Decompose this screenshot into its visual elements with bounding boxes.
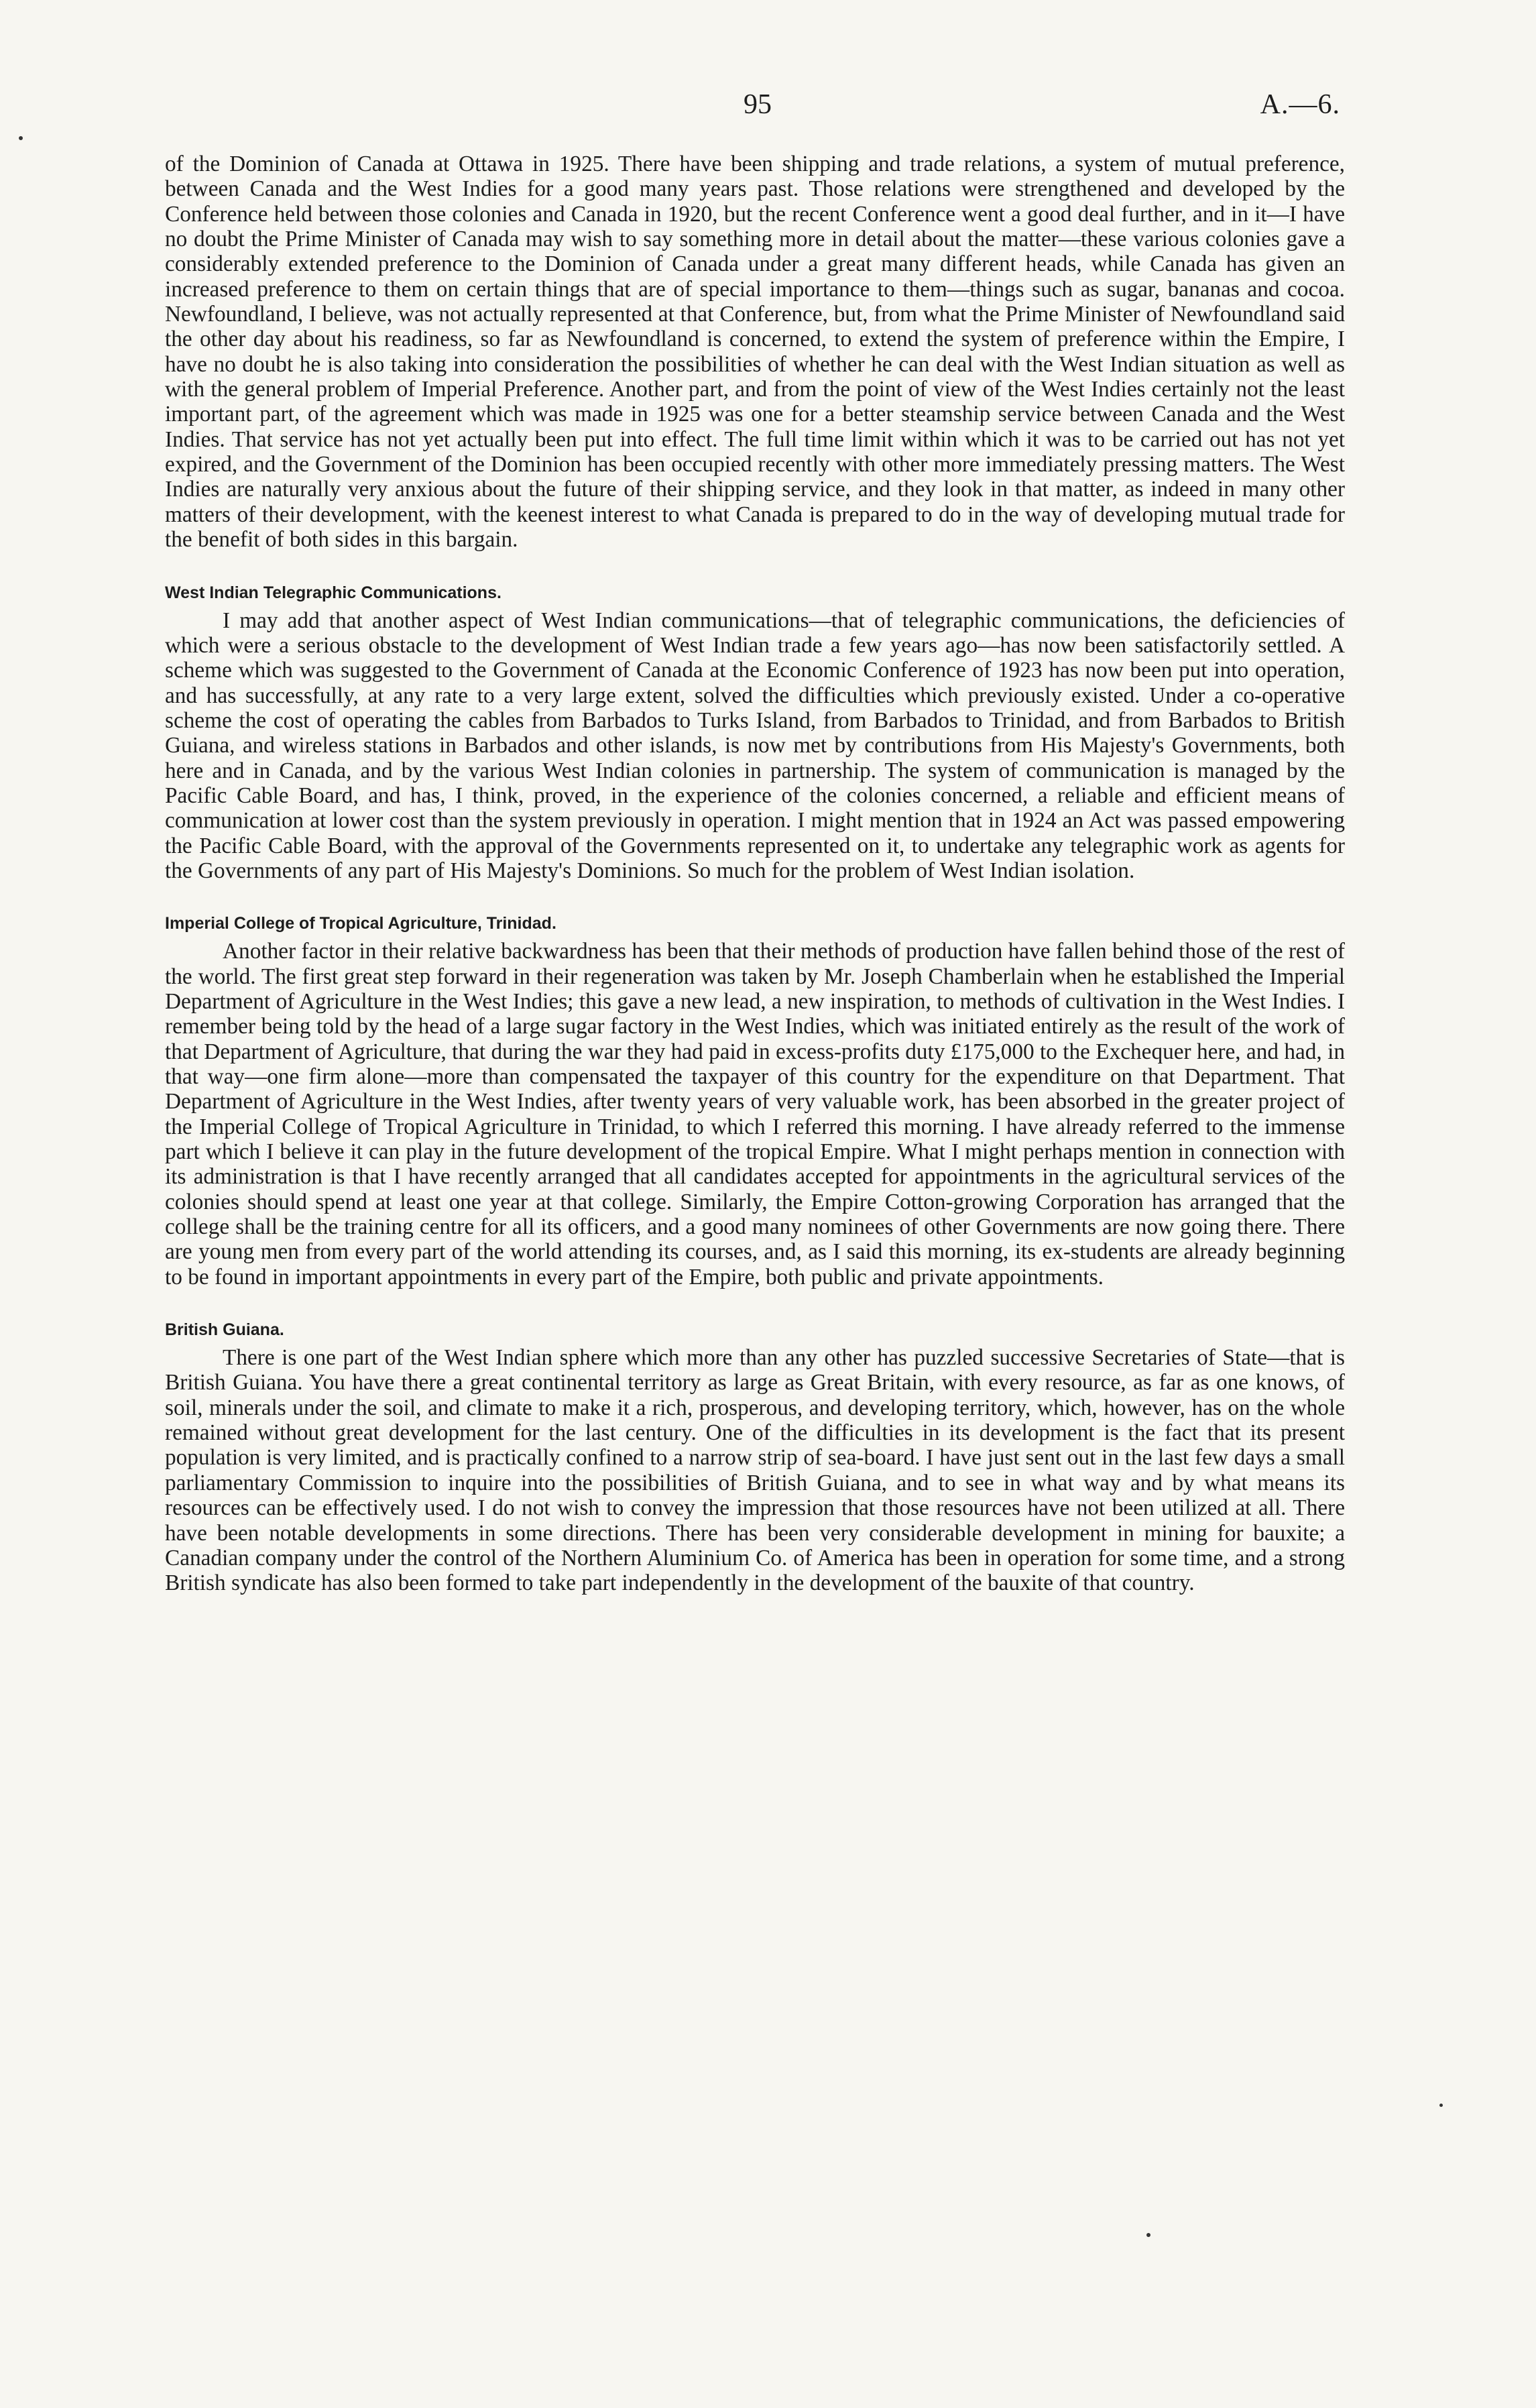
section-heading: West Indian Telegraphic Communications. [165, 583, 501, 602]
section-imperial-college [165, 913, 1345, 1289]
scan-speck [1439, 2104, 1443, 2107]
scan-speck [19, 136, 23, 140]
section-shipping-and-trade [165, 152, 1345, 553]
paragraph: Another factor in their relative backwardness has been that their methods of production have fallen behind those of the rest of the world. The first great step forward in their regeneration was taken by Mr. Joseph Chamberlain when he established the Imperial Department of Agriculture in the West Indies; this gave a new lead, a new inspiration, to methods of cultivation in the West Indies. I remember being told by the head of a large sugar factory in the West Indies, which was initiated entirely as the result of the work of that Department of Agriculture, that during the war they had paid in excess-profits duty £175,000 to the Exchequer here, and had, in that way—one firm alone—more than compensated the taxpayer of this country for the expenditure on that Department. That Department of Agriculture in the West Indies, after twenty years of very valuable work, has been absorbed in the greater project of the Imperial College of Tropical Agriculture in Trinidad, to which I referred this morning. I have already referred to the immense part which I believe it can play in the future development of the tropical Empire. What I might perhaps mention in connection with its administration is that I have recently arranged that all candidates accepted for appointments in the agricultural services of the colonies should spend at least one year at that college. Similarly, the Empire Cotton-growing Corporation has arranged that the college shall be the training centre for all its officers, and a good many nominees of other Governments are now going there. There are young men from every part of the world attending its courses, and, as I said this morning, its ex-students are already beginning to be found in important appointments in every part of the Empire, both public and private appointments. [165, 939, 1345, 1289]
paragraph: There is one part of the West Indian sphere which more than any other has puzzled successive Secretaries of State—that is British Guiana. You have there a great continental territory as large as Great Britain, with every resource, as far as one knows, of soil, minerals under the soil, and climate to make it a rich, prosperous, and developing territory, which, however, has on the whole remained without great development for the last century. One of the difficulties in its development is the fact that its present population is very limited, and is practically confined to a narrow strip of sea-board. I have just sent out in the last few days a small parliamentary Commission to inquire into the possibilities of British Guiana, and to see in what way and by what means its resources can be effectively used. I do not wish to convey the impression that those resources have not been utilized at all. There have been notable developments in some directions. There has been very considerable development in mining for bauxite; a Canadian company under the control of the Northern Aluminium Co. of America has been in operation for some time, and a strong British syndicate has also been formed to take part independently in the development of the bauxite of that country. [165, 1345, 1345, 1596]
section-british-guiana [165, 1319, 1345, 1595]
section-heading: British Guiana. [165, 1320, 284, 1340]
page-number: 95 [744, 89, 772, 120]
document-reference: A.—6. [1260, 89, 1340, 120]
document-body [165, 152, 1345, 2264]
section-heading: Imperial College of Tropical Agriculture, Trinidad. [165, 914, 556, 933]
section-telegraphic-communications [165, 582, 1345, 884]
paragraph: I may add that another aspect of West Indian communications—that of telegraphic communications, the deficiencies of which were a serious obstacle to the development of West Indian trade a few years ago—has now been satisfactorily settled. A scheme which was suggested to the Government of Canada at the Economic Conference of 1923 has now been put into operation, and has successfully, at any rate to a very large extent, solved the difficulties which previously existed. Under a co-operative scheme the cost of operating the cables from Barbados to Turks Island, from Barbados to Trinidad, and from Barbados to British Guiana, and wireless stations in Barbados and other islands, is now met by contributions from His Majesty's Governments, both here and in Canada, and by the various West Indian colonies in partnership. The system of communication is managed by the Pacific Cable Board, and has, I think, proved, in the experience of the colonies concerned, a reliable and efficient means of communication at lower cost than the system previously in operation. I might mention that in 1924 an Act was passed empowering the Pacific Cable Board, with the approval of the Governments represented on it, to undertake any telegraphic work as agents for the Governments of any part of His Majesty's Dominions. So much for the problem of West Indian isolation. [165, 608, 1345, 883]
paragraph: of the Dominion of Canada at Ottawa in 1925. There have been shipping and trade relations, a system of mutual preference, between Canada and the West Indies for a good many years past. Those relations were strengthened and developed by the Conference held between those colonies and Canada in 1920, but the recent Conference went a good deal further, and in it—I have no doubt the Prime Minister of Canada may wish to say something more in detail about the matter—these various colonies gave a considerably extended preference to the Dominion of Canada under a great many different heads, while Canada has given an increased preference to them on certain things that are of special importance to them—things such as sugar, bananas and cocoa. Newfoundland, I believe, was not actually represented at that Conference, but, from what the Prime Minister of Newfoundland said the other day about his readiness, so far as Newfoundland is concerned, to extend the system of preference within the Empire, I have no doubt he is also taking into consideration the possibilities of whether he can deal with the West Indian situation as well as with the general problem of Imperial Preference. Another part, and from the point of view of the West Indies certainly not the least important part, of the agreement which was made in 1925 was one for a better steamship service between Canada and the West Indies. That service has not yet actually been put into effect. The full time limit within which it was to be carried out has not yet expired, and the Government of the Dominion has been occupied recently with other more immediately pressing matters. The West Indies are naturally very anxious about the future of their shipping service, and they look in that matter, as indeed in many other matters of their development, with the keenest interest to what Canada is prepared to do in the way of developing mutual trade for the benefit of both sides in this bargain. [165, 152, 1345, 553]
